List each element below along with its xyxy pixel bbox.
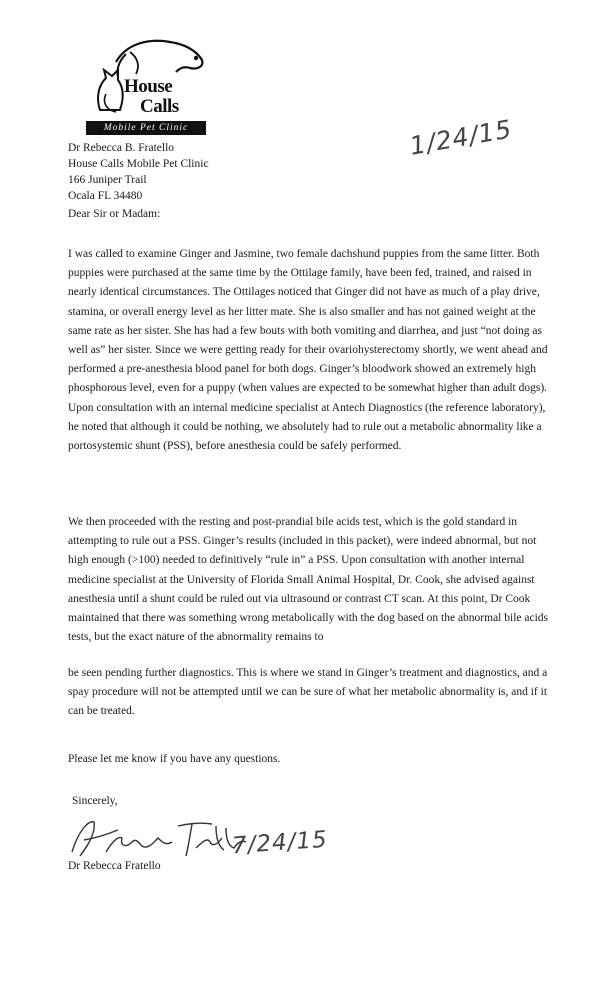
sender-address [68,140,209,204]
sender-street: 166 Juniper Trail [68,174,147,186]
sender-name: Dr Rebecca B. Fratello [68,142,175,154]
signer-name: Dr Rebecca Fratello [68,860,161,872]
body-paragraph-1: I was called to examine Ginger and Jasmine, two female dachshund puppies from the same litter. Both puppies were purchased at the same time by the Ottilage family, have been fed, trained, and raised in nearly identical circumstances. The Ottilages noticed that Ginger did not have as much of a play drive, stamina, or overall energy level as her litter mate. She is also smaller and has not gained weight at the same rate as her sister. She has had a few bouts with both vomiting and diarrhea, and just “not doing as well as” her sister. Since we were getting ready for their ovariohysterectomy shortly, we went ahead and performed a pre-anesthesia blood panel for both dogs. Ginger’s bloodwork showed an extremely high phosphorous level, even for a puppy (when values are expected to be somewhat higher than adult dogs). Upon consultation with an internal medicine specialist at Antech Diagnostics (the reference laboratory), he noted that although it could be nothing, we absolutely had to rule out a metabolic abnormality like a portosystemic shunt (PSS), before anesthesia could be safely performed. [68,248,548,453]
body-paragraph-2: We then proceeded with the resting and post-prandial bile acids test, which is the gold standard in attempting to rule out a PSS. Ginger’s results (included in this packet), were indeed abnormal, but not high enough (>100) needed to definitively “rule in” a PSS. Upon consultation with another internal medicine specialist at the University of Florida Small Animal Hospital, Dr. Cook, she advised against anesthesia until a shunt could be ruled out via ultrasound or contrast CT scan. At this point, Dr Cook maintained that there was something wrong metabolically with the dog based on the abnormal bile acids tests, but the exact nature of the abnormality remains to [68,516,548,644]
logo-word-calls: Calls [140,96,179,117]
logo-word-house: House [124,76,173,97]
sender-clinic: House Calls Mobile Pet Clinic [68,158,209,170]
salutation: Dear Sir or Madam: [68,208,161,220]
closing: Sincerely, [72,795,118,807]
handwritten-signature [66,812,256,864]
clinic-logo [86,32,206,138]
body-paragraph-4: Please let me know if you have any questions. [68,753,281,765]
handwritten-date-top: 1/24/15 [407,114,515,161]
body-paragraph-3: be seen pending further diagnostics. This is where we stand in Ginger’s treatment and diagnostics, and a spay procedure will not be attempted until we can be sure of what her metabolic abnormality is, and if it can be treated. [68,667,548,718]
logo-tagline: Mobile Pet Clinic [86,121,206,135]
handwritten-signature-date: 7/24/15 [231,826,329,860]
sender-city: Ocala FL 34480 [68,190,143,202]
